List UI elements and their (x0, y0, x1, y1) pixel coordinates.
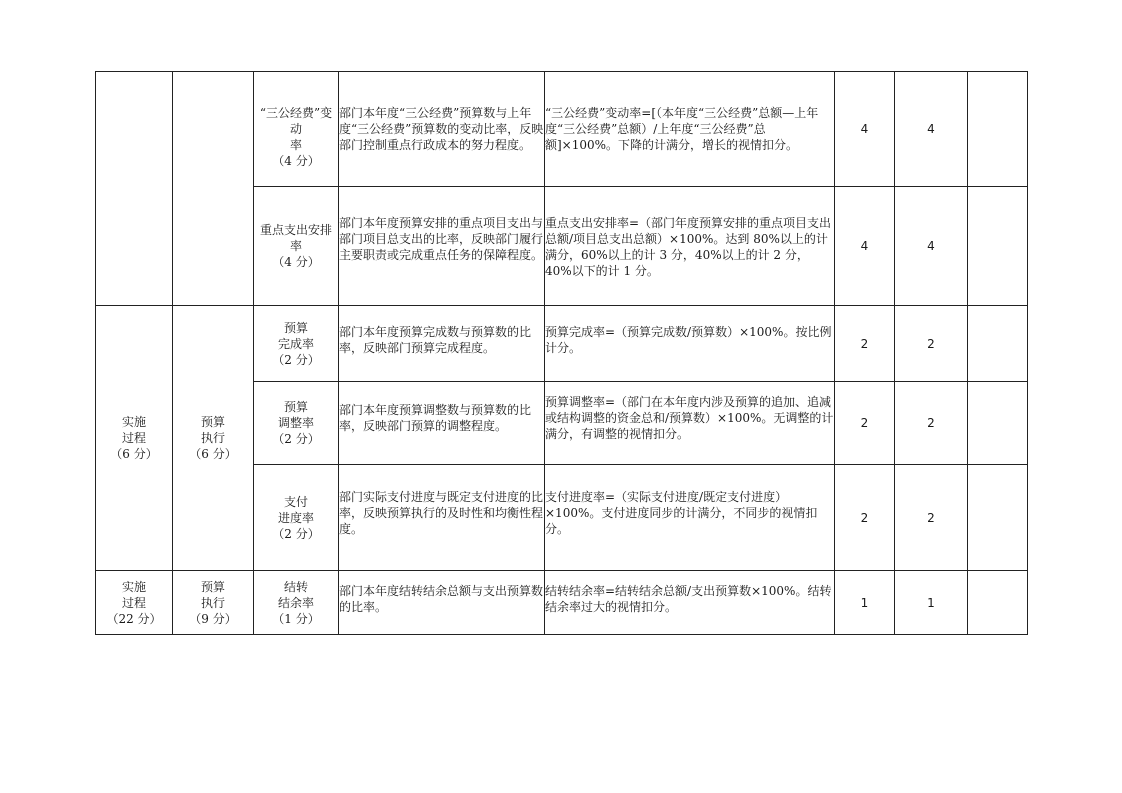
level1-name-line1: 实施 (121, 415, 146, 429)
description-text: 部门本年度预算完成数与预算数的比率，反映部门预算完成程度。 (339, 325, 532, 355)
standard-text: 预算完成率=（预算完成数/预算数）×100%。按比例计分。 (545, 325, 832, 355)
description-text: 部门本年度预算安排的重点项目支出与部门项目总支出的比率，反映部门履行主要职责或完成重点任务的保障程度。 (339, 216, 544, 262)
indicator-points: （1 分） (272, 611, 320, 626)
score-cell: 4 (895, 187, 968, 306)
level1-indicator-cell (96, 571, 173, 635)
description-cell (339, 382, 545, 465)
description-text: 部门本年度结转结余总额与支出预算数的比率。 (339, 584, 544, 614)
level2-cell-empty (173, 72, 254, 306)
description-cell (339, 72, 545, 187)
indicator-cell (254, 571, 339, 635)
level2-name-line1: 预算 (200, 415, 225, 429)
indicator-points: （4 分） (272, 154, 320, 168)
standard-text: 重点支出安排率=（部门年度预算安排的重点项目支出总额/项目总支出总额）×100%。达到 80%以上的计满分，60%以上的计 3 分，40%以上的计 2 分，40%以下的计 1 分。 (545, 216, 832, 278)
score-cell: 2 (895, 306, 968, 382)
level1-points: （6 分） (110, 447, 158, 461)
description-cell (339, 306, 545, 382)
standard-text: “三公经费”变动率=[（本年度“三公经费”总额—上年度“三公经费”总额）/上年度“三公经费”总额]×100%。下降的计满分，增长的视情扣分。 (545, 106, 819, 152)
level1-cell-empty (96, 72, 173, 306)
level2-name-line1: 预算 (200, 579, 225, 594)
level2-points: （6 分） (189, 447, 237, 461)
description-cell (339, 571, 545, 635)
level1-points: （22 分） (106, 611, 162, 626)
indicator-cell (254, 465, 339, 571)
level1-indicator-cell (96, 306, 173, 571)
score-cell: 4 (895, 72, 968, 187)
full-score-cell: 2 (835, 306, 895, 382)
indicator-cell (254, 382, 339, 465)
note-cell (968, 571, 1028, 635)
description-cell (339, 187, 545, 306)
indicator-name-line2: 调整率 (277, 416, 314, 430)
indicator-name-line1: 预算 (283, 320, 308, 335)
indicator-cell (254, 72, 339, 187)
level1-name-line2: 过程 (121, 431, 146, 445)
indicator-cell (254, 306, 339, 382)
indicator-name-line1: “三公经费”变动 (259, 106, 333, 136)
level2-name-line2: 执行 (200, 595, 225, 610)
standard-cell (545, 306, 835, 382)
description-text: 部门本年度预算调整数与预算数的比率，反映部门预算的调整程度。 (339, 403, 532, 433)
note-cell (968, 465, 1028, 571)
description-cell (339, 465, 545, 571)
performance-evaluation-table (95, 71, 1028, 635)
indicator-name-line2: 进度率 (277, 510, 314, 525)
indicator-points: （4 分） (272, 255, 320, 269)
description-text: 部门实际支付进度与既定支付进度的比率，反映预算执行的及时性和均衡性程度。 (339, 490, 544, 536)
standard-cell (545, 72, 835, 187)
indicator-name-line1: 结转 (283, 579, 308, 594)
score-cell: 2 (895, 465, 968, 571)
note-cell (968, 306, 1028, 382)
indicator-points: （2 分） (272, 352, 320, 367)
level1-name-line2: 过程 (121, 595, 146, 610)
standard-cell (545, 187, 835, 306)
level2-points: （9 分） (189, 611, 237, 626)
table-row (96, 571, 1028, 635)
full-score-cell: 4 (835, 72, 895, 187)
standard-cell (545, 571, 835, 635)
score-cell: 2 (895, 382, 968, 465)
indicator-points: （2 分） (272, 432, 320, 446)
level1-name-line1: 实施 (121, 579, 146, 594)
note-cell (968, 382, 1028, 465)
full-score-cell: 2 (835, 465, 895, 571)
standard-cell (545, 465, 835, 571)
indicator-name-line1: 支付 (283, 494, 308, 509)
standard-text: 支付进度率=（实际支付进度/既定支付进度）×100%。支付进度同步的计满分，不同步的视情扣分。 (545, 490, 818, 536)
full-score-cell: 4 (835, 187, 895, 306)
level2-indicator-cell (173, 571, 254, 635)
standard-text: 预算调整率=（部门在本年度内涉及预算的追加、追减或结构调整的资金总和/预算数）×100%。无调整的计满分，有调整的视情扣分。 (545, 395, 834, 441)
indicator-points: （2 分） (272, 526, 320, 541)
table-row (96, 306, 1028, 382)
indicator-name-line2: 率 (289, 138, 302, 152)
description-text: 部门本年度“三公经费”预算数与上年度“三公经费”预算数的变动比率，反映部门控制重点行政成本的努力程度。 (339, 106, 544, 152)
level2-indicator-cell (173, 306, 254, 571)
indicator-name-line2: 结余率 (277, 595, 314, 610)
level2-name-line2: 执行 (200, 431, 225, 445)
standard-cell (545, 382, 835, 465)
full-score-cell: 1 (835, 571, 895, 635)
indicator-name-line1: 预算 (283, 400, 308, 414)
indicator-name-line2: 完成率 (277, 336, 314, 351)
note-cell (968, 72, 1028, 187)
score-cell: 1 (895, 571, 968, 635)
indicator-name-line1: 重点支出安排 (259, 223, 332, 237)
note-cell (968, 187, 1028, 306)
indicator-name-line2: 率 (289, 239, 302, 253)
full-score-cell: 2 (835, 382, 895, 465)
table-row (96, 72, 1028, 187)
standard-text: 结转结余率=结转结余总额/支出预算数×100%。结转结余率过大的视情扣分。 (545, 584, 832, 614)
indicator-cell (254, 187, 339, 306)
